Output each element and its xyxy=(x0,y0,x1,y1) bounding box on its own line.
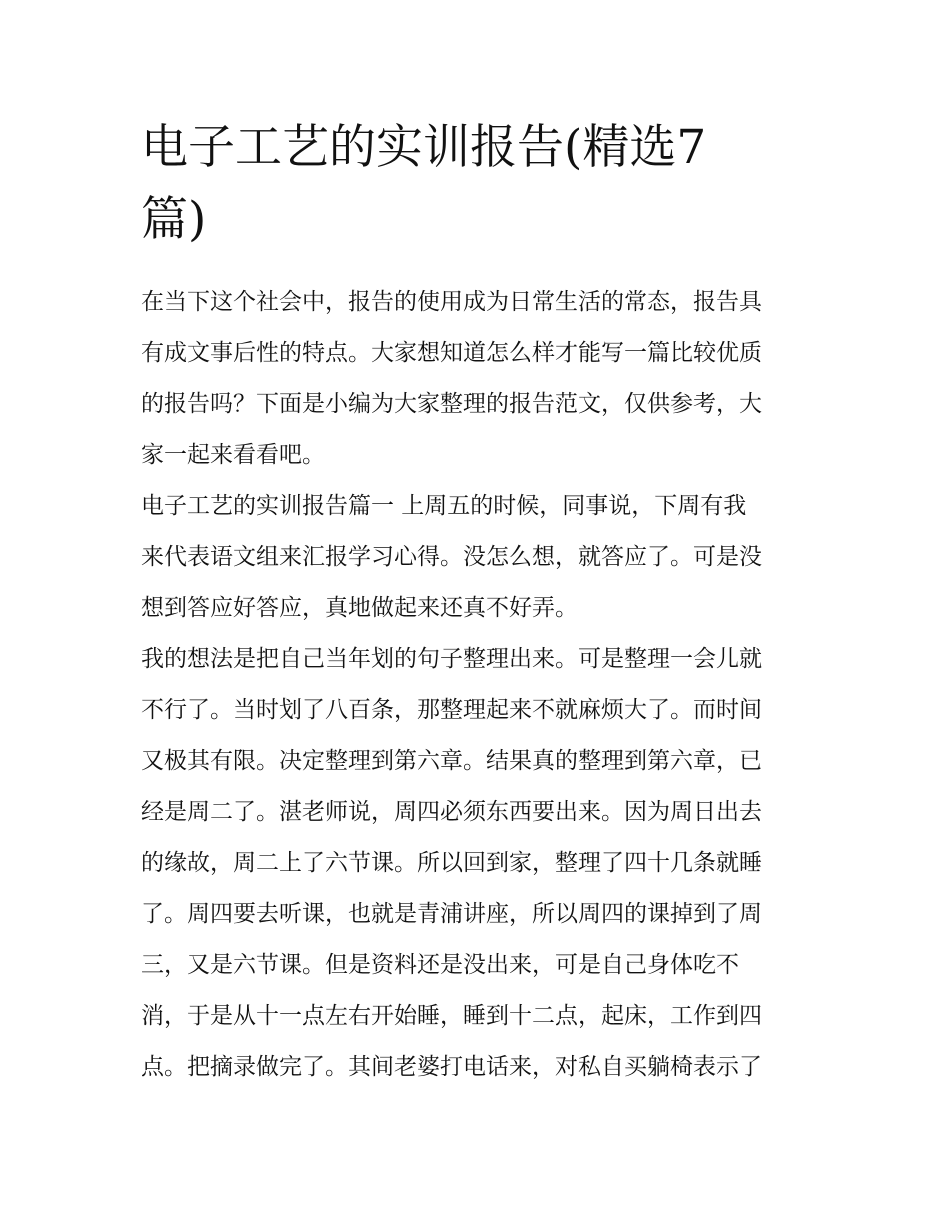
body-line-16: 点。把摘录做完了。其间老婆打电话来，对私自买躺椅表示了 xyxy=(141,1054,762,1080)
document-title xyxy=(141,112,781,256)
title-line-2: 篇) xyxy=(141,192,207,247)
document-body xyxy=(141,277,821,1093)
body-line-12: 的缘故，周二上了六节课。所以回到家，整理了四十几条就睡 xyxy=(141,850,762,876)
body-line-11: 经是周二了。湛老师说，周四必须东西要出来。因为周日出去 xyxy=(141,799,762,825)
body-line-4: 家一起来看看吧。 xyxy=(141,442,325,468)
body-line-3: 的报告吗？下面是小编为大家整理的报告范文，仅供参考，大 xyxy=(141,391,762,417)
body-line-8: 我的想法是把自己当年划的句子整理出来。可是整理一会儿就 xyxy=(141,646,762,672)
body-line-2: 有成文事后性的特点。大家想知道怎么样才能写一篇比较优质 xyxy=(141,340,762,366)
body-line-14: 三，又是六节课。但是资料还是没出来，可是自己身体吃不 xyxy=(141,952,739,978)
body-line-1: 在当下这个社会中，报告的使用成为日常生活的常态，报告具 xyxy=(141,289,762,315)
title-line-1: 电子工艺的实训报告(精选7 xyxy=(141,120,707,175)
body-line-6: 来代表语文组来汇报学习心得。没怎么想，就答应了。可是没 xyxy=(141,544,762,570)
body-line-7: 想到答应好答应，真地做起来还真不好弄。 xyxy=(141,595,578,621)
body-line-13: 了。周四要去听课，也就是青浦讲座，所以周四的课掉到了周 xyxy=(141,901,762,927)
body-line-15: 消，于是从十一点左右开始睡，睡到十二点，起床，工作到四 xyxy=(141,1003,762,1029)
body-line-9: 不行了。当时划了八百条，那整理起来不就麻烦大了。而时间 xyxy=(141,697,762,723)
body-line-10: 又极其有限。决定整理到第六章。结果真的整理到第六章，已 xyxy=(141,748,762,774)
body-line-5: 电子工艺的实训报告篇一 上周五的时候，同事说，下周有我 xyxy=(141,493,747,519)
